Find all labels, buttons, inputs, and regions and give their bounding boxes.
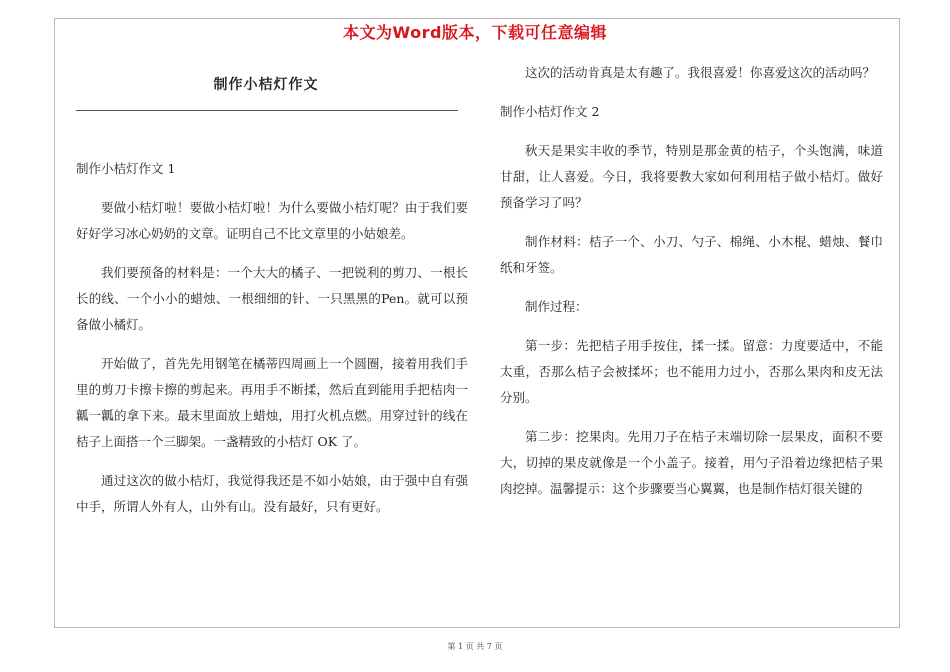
paragraph: 第二步：挖果肉。先用刀子在桔子末端切除一层果皮，面积不要大，切掉的果皮就像是一个小盖子。接着，用勺子沿着边缘把桔子果肉挖掉。温馨提示：这个步骤要当心翼翼，也是制作桔灯很关键的	[500, 429, 883, 496]
paragraph: 我们要预备的材料是：一个大大的橘子、一把锐利的剪刀、一根长长的线、一个小小的蜡烛、一根细细的针、一只黑黑的Pen。就可以预备做小橘灯。	[76, 265, 468, 332]
title-underline	[76, 110, 458, 111]
paragraph: 第一步：先把桔子用手按住，揉一揉。留意：力度要适中，不能太重，否那么桔子会被揉坏；也不能用力过小，否那么果肉和皮无法分别。	[500, 338, 883, 405]
page-frame-right	[899, 18, 900, 627]
paragraph: 通过这次的做小桔灯，我觉得我还是不如小姑娘，由于强中自有强中手，所谓人外有人，山外有山。没有最好，只有更好。	[76, 473, 468, 514]
page-frame-top	[54, 18, 900, 19]
paragraph: 这次的活动肯真是太有趣了。我很喜爱！你喜爱这次的活动吗？	[525, 65, 876, 80]
paragraph: 制作过程：	[525, 299, 588, 314]
section-heading-1: 制作小桔灯作文 1	[76, 161, 176, 176]
right-column	[500, 60, 883, 515]
left-column	[76, 156, 468, 533]
paragraph: 制作材料：桔子一个、小刀、勺子、棉绳、小木棍、蜡烛、餐巾纸和牙签。	[500, 234, 883, 275]
document-title: 制作小桔灯作文	[213, 77, 319, 93]
section-heading-2: 制作小桔灯作文 2	[500, 104, 600, 119]
page-number-footer: 第 1 页 共 7 页	[447, 642, 503, 651]
paragraph: 开始做了，首先先用钢笔在橘蒂四周画上一个圆圈，接着用我们手里的剪刀卡擦卡擦的剪起来。再用手不断揉，然后直到能用手把桔肉一瓤一瓤的拿下来。最末里面放上蜡烛，用打火机点燃。用穿过针的线在桔子上面搭一个三脚架。一盏精致的小桔灯 OK 了。	[76, 356, 468, 449]
page-frame-left	[54, 18, 55, 627]
paragraph: 要做小桔灯啦！要做小桔灯啦！为什么要做小桔灯呢？由于我们要好好学习冰心奶奶的文章。证明自己不比文章里的小姑娘差。	[76, 200, 468, 241]
word-version-banner: 本文为Word版本，下载可任意编辑	[343, 23, 607, 42]
page-frame-bottom	[54, 627, 900, 628]
paragraph: 秋天是果实丰收的季节，特别是那金黄的桔子，个头饱满，味道甘甜，让人喜爱。今日，我将要教大家如何利用桔子做小桔灯。做好预备学习了吗？	[500, 143, 883, 210]
